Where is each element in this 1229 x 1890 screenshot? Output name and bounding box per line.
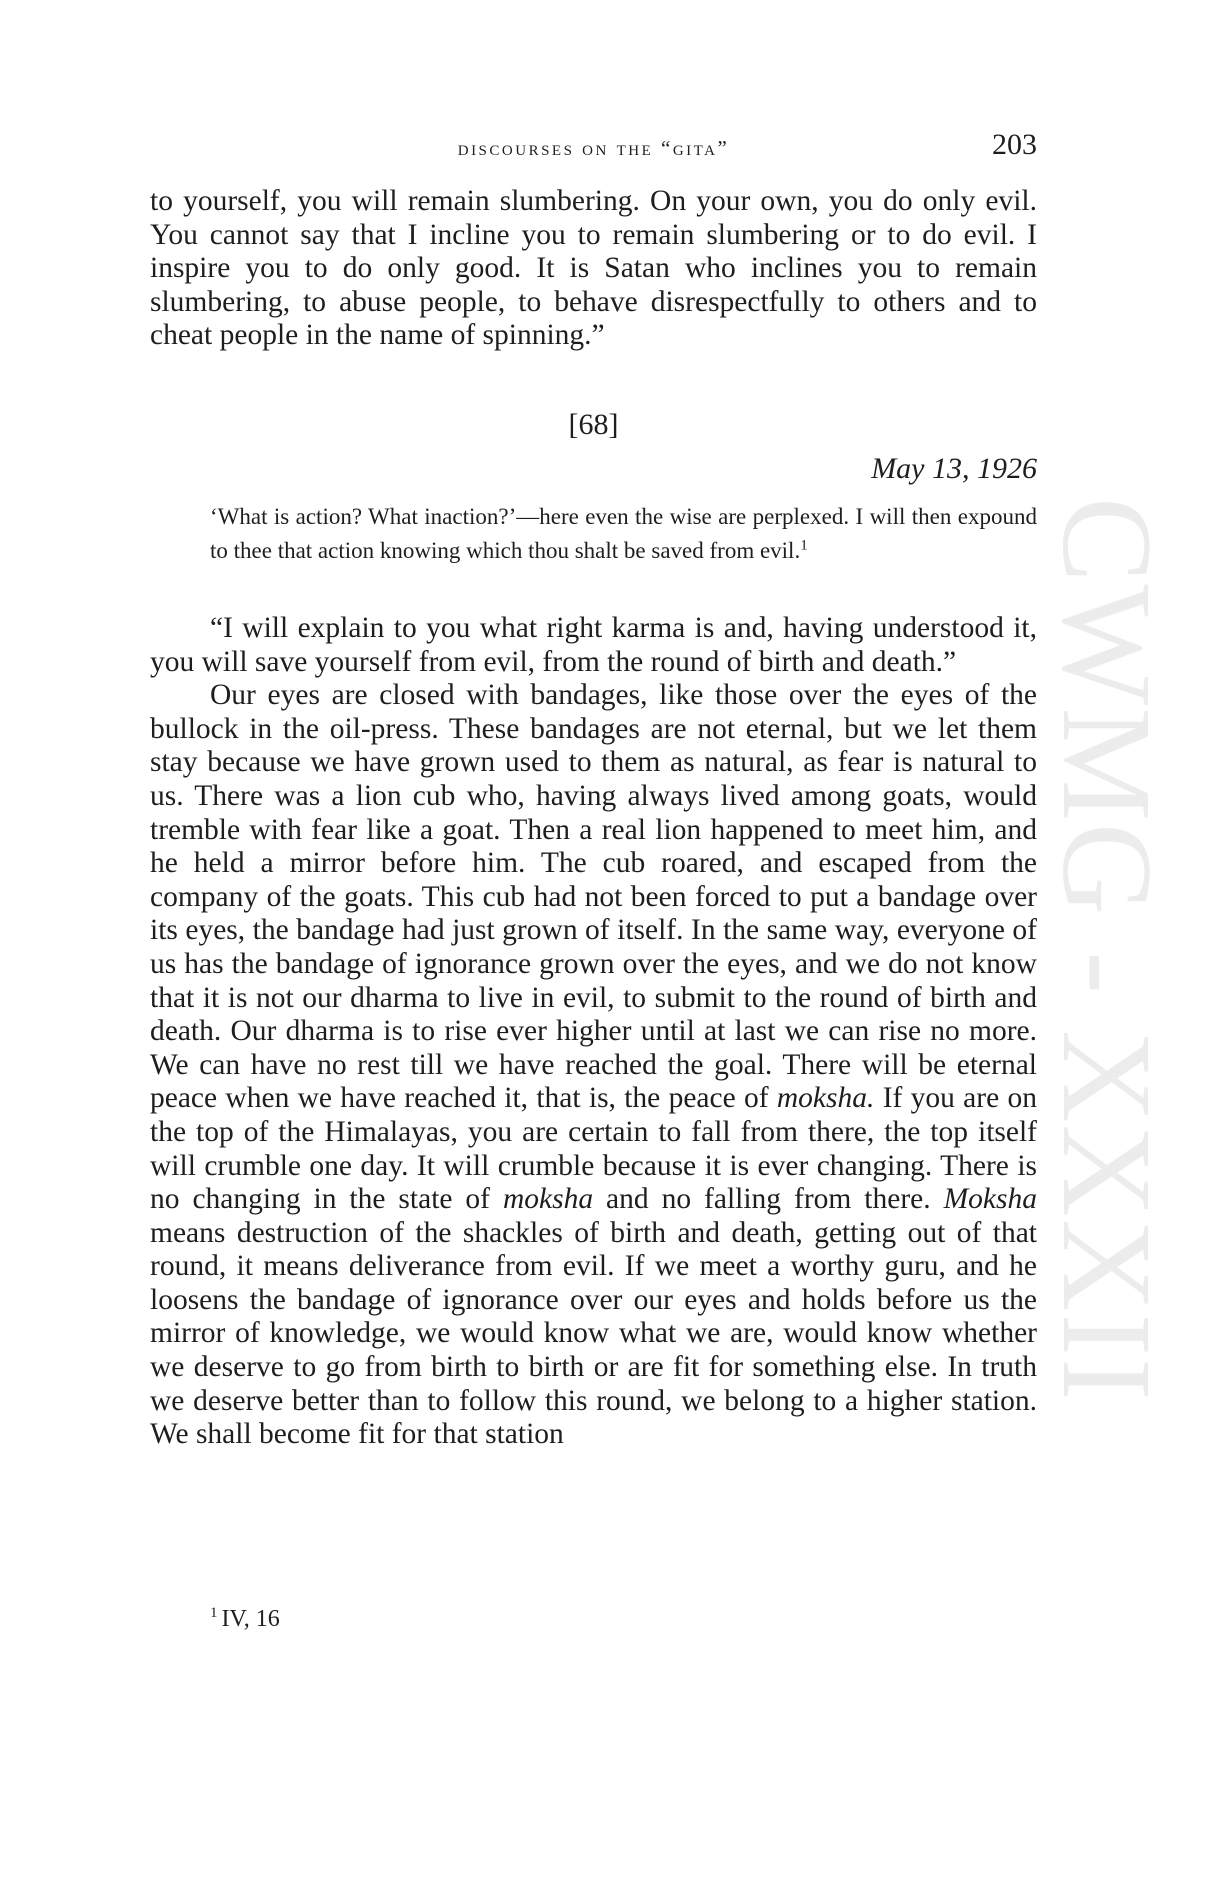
epigraph-text: ‘What is action? What inaction?’—here even the wise are perplexed. I will then expound to thee that action knowing which thou shalt be saved from evil. [210, 504, 1037, 563]
moksha-term: moksha [502, 1183, 594, 1216]
continuation-paragraph [150, 185, 1037, 353]
body-paragraph-2-part-d: means destruction of the shackles of birth and death, getting out of that round, it means deliverance from evil. If we meet a worthy guru, and he loosens the bandage of ignorance over our eyes and holds before us the mirror of knowledge, we would know what we are, would know whether we deserve to go from birth to birth or are fit for something else. In truth we deserve better than to follow this round, we belong to a higher station. We shall become fit for that station [150, 1216, 1037, 1451]
body-text [150, 612, 1037, 1452]
footnote [210, 1605, 280, 1633]
epigraph [210, 500, 1037, 568]
body-paragraph-2 [150, 679, 1037, 1452]
footnote-mark: 1 [210, 1605, 218, 1621]
body-paragraph-2-part-c: and no falling from there. [593, 1183, 944, 1216]
watermark: CWMG - XXXII [1036, 497, 1178, 1403]
continuation-text: to yourself, you will remain slumbering. On your own, you do only evil. You cannot say that I incline you to remain slumbering or to do evil. I inspire you to do only good. It is Satan who inclines you to remain slumbering, to abuse people, to behave disrespectfully to others and to cheat people in the name of spinning.” [150, 185, 1037, 352]
section-number: [68] [568, 408, 619, 441]
body-paragraph-2-part-b: If you are on the top of the Himalayas, you are certain to fall from there, the top itself will crumble one day. It will crumble because it is ever changing. There is no changing in the state of [150, 1082, 1037, 1216]
running-head [150, 128, 1037, 168]
running-title: discourses on the “gita” [457, 136, 730, 160]
page [150, 0, 1037, 1890]
footnote-reference: 1 [800, 537, 808, 554]
epigraph-paragraph [210, 500, 1037, 568]
dateline: May 13, 1926 [871, 452, 1037, 485]
moksha-term: Moksha [943, 1183, 1037, 1216]
body-paragraph-2-part-a: Our eyes are closed with bandages, like those over the eyes of the bullock in the oil-press. These bandages are not eternal, but we let them stay because we have grown used to them as natural, as fear is natural to us. There was a lion cub who, having always lived among goats, would tremble with fear like a goat. Then a real lion happened to meet him, and he held a mirror before him. The cub roared, and escaped from the company of the goats. This cub had not been forced to put a bandage over its eyes, the bandage had just grown of itself. In the same way, everyone of us has the bandage of ignorance grown over the eyes, and we do not know that it is not our dharma to live in evil, to submit to the round of birth and death. Our dharma is to rise ever higher until at last we can rise no more. We can have no rest till we have reached the goal. There will be eternal peace when we have reached it, that is, the peace of [150, 679, 1037, 1115]
page-number: 203 [992, 128, 1037, 161]
footnote-text: IV, 16 [221, 1606, 280, 1632]
body-paragraph-1: “I will explain to you what right karma is and, having understood it, you will save yourself from evil, from the round of birth and death.” [150, 612, 1037, 678]
moksha-term: moksha. [776, 1082, 875, 1115]
